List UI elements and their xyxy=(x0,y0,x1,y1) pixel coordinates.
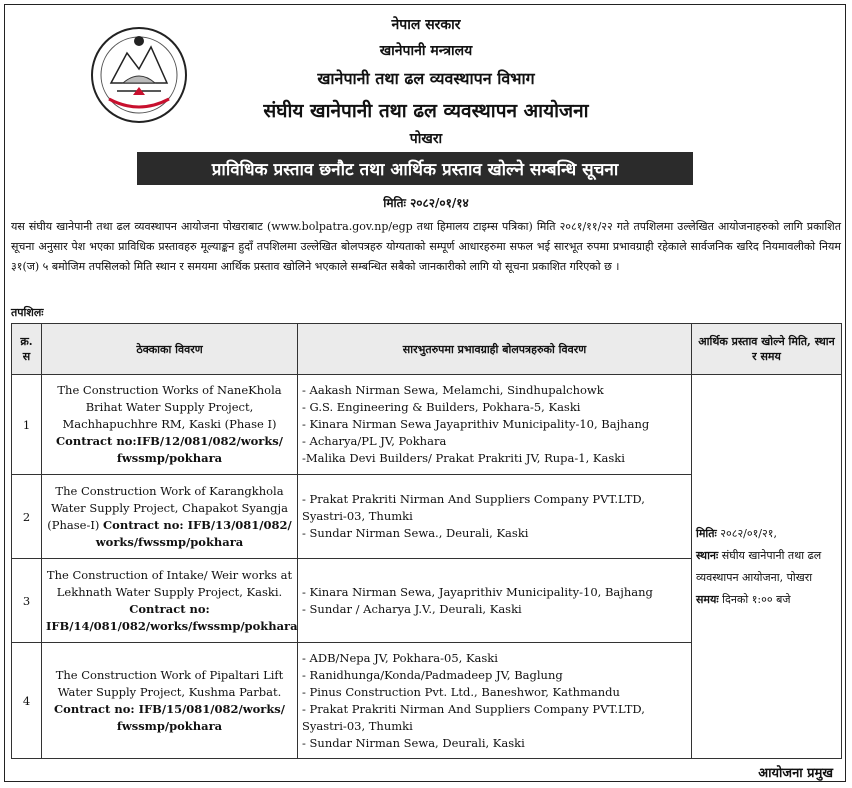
bidder-item: - Sundar / Acharya J.V., Deurali, Kaski xyxy=(302,601,522,616)
notice-title-banner: प्राविधिक प्रस्ताव छनौट तथा आर्थिक प्रस्ताव खोल्ने सम्बन्धि सूचना xyxy=(137,152,693,185)
serial-number: 4 xyxy=(12,643,42,759)
bidder-item: - Kinara Nirman Sewa, Jayaprithiv Municipality-10, Bajhang xyxy=(302,584,653,599)
details-label: तपशिलः xyxy=(11,306,44,319)
bidder-item: - Pinus Construction Pvt. Ltd., Baneshwor, Kathmandu xyxy=(302,684,620,699)
bidder-item: Syastri-03, Thumki xyxy=(302,509,413,523)
header-project: संघीय खानेपानी तथा ढल व्यवस्थापन आयोजना xyxy=(263,100,589,122)
contract-number: Contract no: IFB/14/081/082/works/fwssmp/pokhara xyxy=(46,601,298,633)
contract-description xyxy=(42,475,298,559)
opening-place-label: स्थानः xyxy=(696,548,719,562)
contract-description xyxy=(42,375,298,475)
bidders-list xyxy=(298,643,692,759)
header-opening-details: आर्थिक प्रस्ताव खोल्ने मिति, स्थान र समय xyxy=(692,324,842,375)
bidder-item: - Prakat Prakriti Nirman And Suppliers Company PVT.LTD, xyxy=(302,701,645,716)
opening-place-value: संघीय खानेपानी तथा ढल व्यवस्थापन आयोजना, पोखरा xyxy=(696,548,822,584)
serial-number: 2 xyxy=(12,475,42,559)
bidder-item: Syastri-03, Thumki xyxy=(302,718,413,733)
header-government: नेपाल सरकार xyxy=(391,17,461,33)
table-header-row xyxy=(12,324,842,375)
bidders-list xyxy=(298,475,692,559)
opening-date-value: २०८२/०१/२१, xyxy=(720,526,777,540)
notice-page xyxy=(4,4,846,782)
header-ministry: खानेपानी मन्त्रालय xyxy=(379,43,473,59)
contract-number: Contract no: IFB/15/081/082/works/ fwssmp/pokhara xyxy=(54,701,285,733)
contract-description xyxy=(42,559,298,643)
header-responsive-bidders: सारभुतरुपमा प्रभावग्राही बोलपत्रहरुको विवरण xyxy=(298,324,692,375)
header-contract-details: ठेक्काका विवरण xyxy=(42,324,298,375)
bidder-item: - Aakash Nirman Sewa, Melamchi, Sindhupalchowk xyxy=(302,383,604,397)
table-row xyxy=(12,375,842,475)
contract-title: The Construction of Intake/ Weir works at Lekhnath Water Supply Project, Kaski. xyxy=(46,567,293,599)
bidder-item: - Kinara Nirman Sewa Jayaprithiv Municipality-10, Bajhang xyxy=(302,417,650,431)
bidder-item: -Malika Devi Builders/ Prakat Prakriti JV, Rupa-1, Kaski xyxy=(302,451,625,465)
serial-number: 3 xyxy=(12,559,42,643)
notice-date: मितिः २०८२/०१/१४ xyxy=(383,196,469,210)
contract-title: The Construction Work of Pipaltari Lift Water Supply Project, Kushma Parbat. xyxy=(55,667,284,699)
contract-number: Contract no:IFB/12/081/082/works/ fwssmp/pokhara xyxy=(56,434,283,465)
bidder-item: - ADB/Nepa JV, Pokhara-05, Kaski xyxy=(302,650,498,665)
opening-time-label: समयः xyxy=(696,592,719,606)
bidders-list xyxy=(298,559,692,643)
bidder-item: - Ranidhunga/Konda/Padmadeep JV, Baglung xyxy=(302,667,563,682)
serial-number: 1 xyxy=(12,375,42,475)
contracts-table xyxy=(11,323,842,759)
contract-title: The Construction Work of Karangkhola Water Supply Project, Chapakot Syangja (Phase-I) xyxy=(47,483,288,532)
bidder-item: - Sundar Nirman Sewa, Deurali, Kaski xyxy=(302,735,525,750)
contract-title: The Construction Works of NaneKhola Brihat Water Supply Project, Machhapuchhre RM, Kaski (Phase I) xyxy=(57,383,282,431)
bidders-list xyxy=(298,375,692,475)
bidder-item: - Acharya/PL JV, Pokhara xyxy=(302,434,447,448)
header-location: पोखरा xyxy=(409,131,443,147)
opening-time-value: दिनको १:०० बजे xyxy=(722,592,791,606)
header-serial: क्र. स xyxy=(12,324,42,375)
opening-date-label: मितिः xyxy=(696,526,717,540)
header-department: खानेपानी तथा ढल व्यवस्थापन विभाग xyxy=(317,69,535,88)
signature-project-chief: आयोजना प्रमुख xyxy=(758,766,833,781)
contract-description xyxy=(42,643,298,759)
bidder-item: - G.S. Engineering & Builders, Pokhara-5, Kaski xyxy=(302,400,581,414)
contract-number: Contract no: IFB/13/081/082/ works/fwssmp/pokhara xyxy=(95,517,292,549)
opening-date-place-time xyxy=(692,375,842,759)
notice-body-text: यस संघीय खानेपानी तथा ढल व्यवस्थापन आयोजना पोखराबाट (www.bolpatra.gov.np/egp तथा हिमालय टाइम्स पत्रिका) मिति २०८१/११/२२ गते तपशिलमा उल्लेखित आयोजनाहरुको लागि प्रकाशित सूचना अनुसार पेश भएका प्राविधिक प्रस्तावहरु मूल्याङ्कन हुदाँ तपशिलमा उल्लेखित बोलपत्रहरु योग्यताको सम्पूर्ण आधारहरुमा सफल भई सारभूत रुपमा प्रभावग्राही रहेकाले सार्वजनिक खरिद नियमावलीको नियम ३१(ज) ५ बमोजिम तपसिलको मिति स्थान र समयमा आर्थिक प्रस्ताव खोलिने भएकाले सम्बन्धित सबैको जानकारीको लागि यो सूचना प्रकाशित गरिएको छ । xyxy=(11,220,841,273)
bidder-item: - Prakat Prakriti Nirman And Suppliers Company PVT.LTD, xyxy=(302,492,645,506)
bidder-item: - Sundar Nirman Sewa., Deurali, Kaski xyxy=(302,526,529,540)
